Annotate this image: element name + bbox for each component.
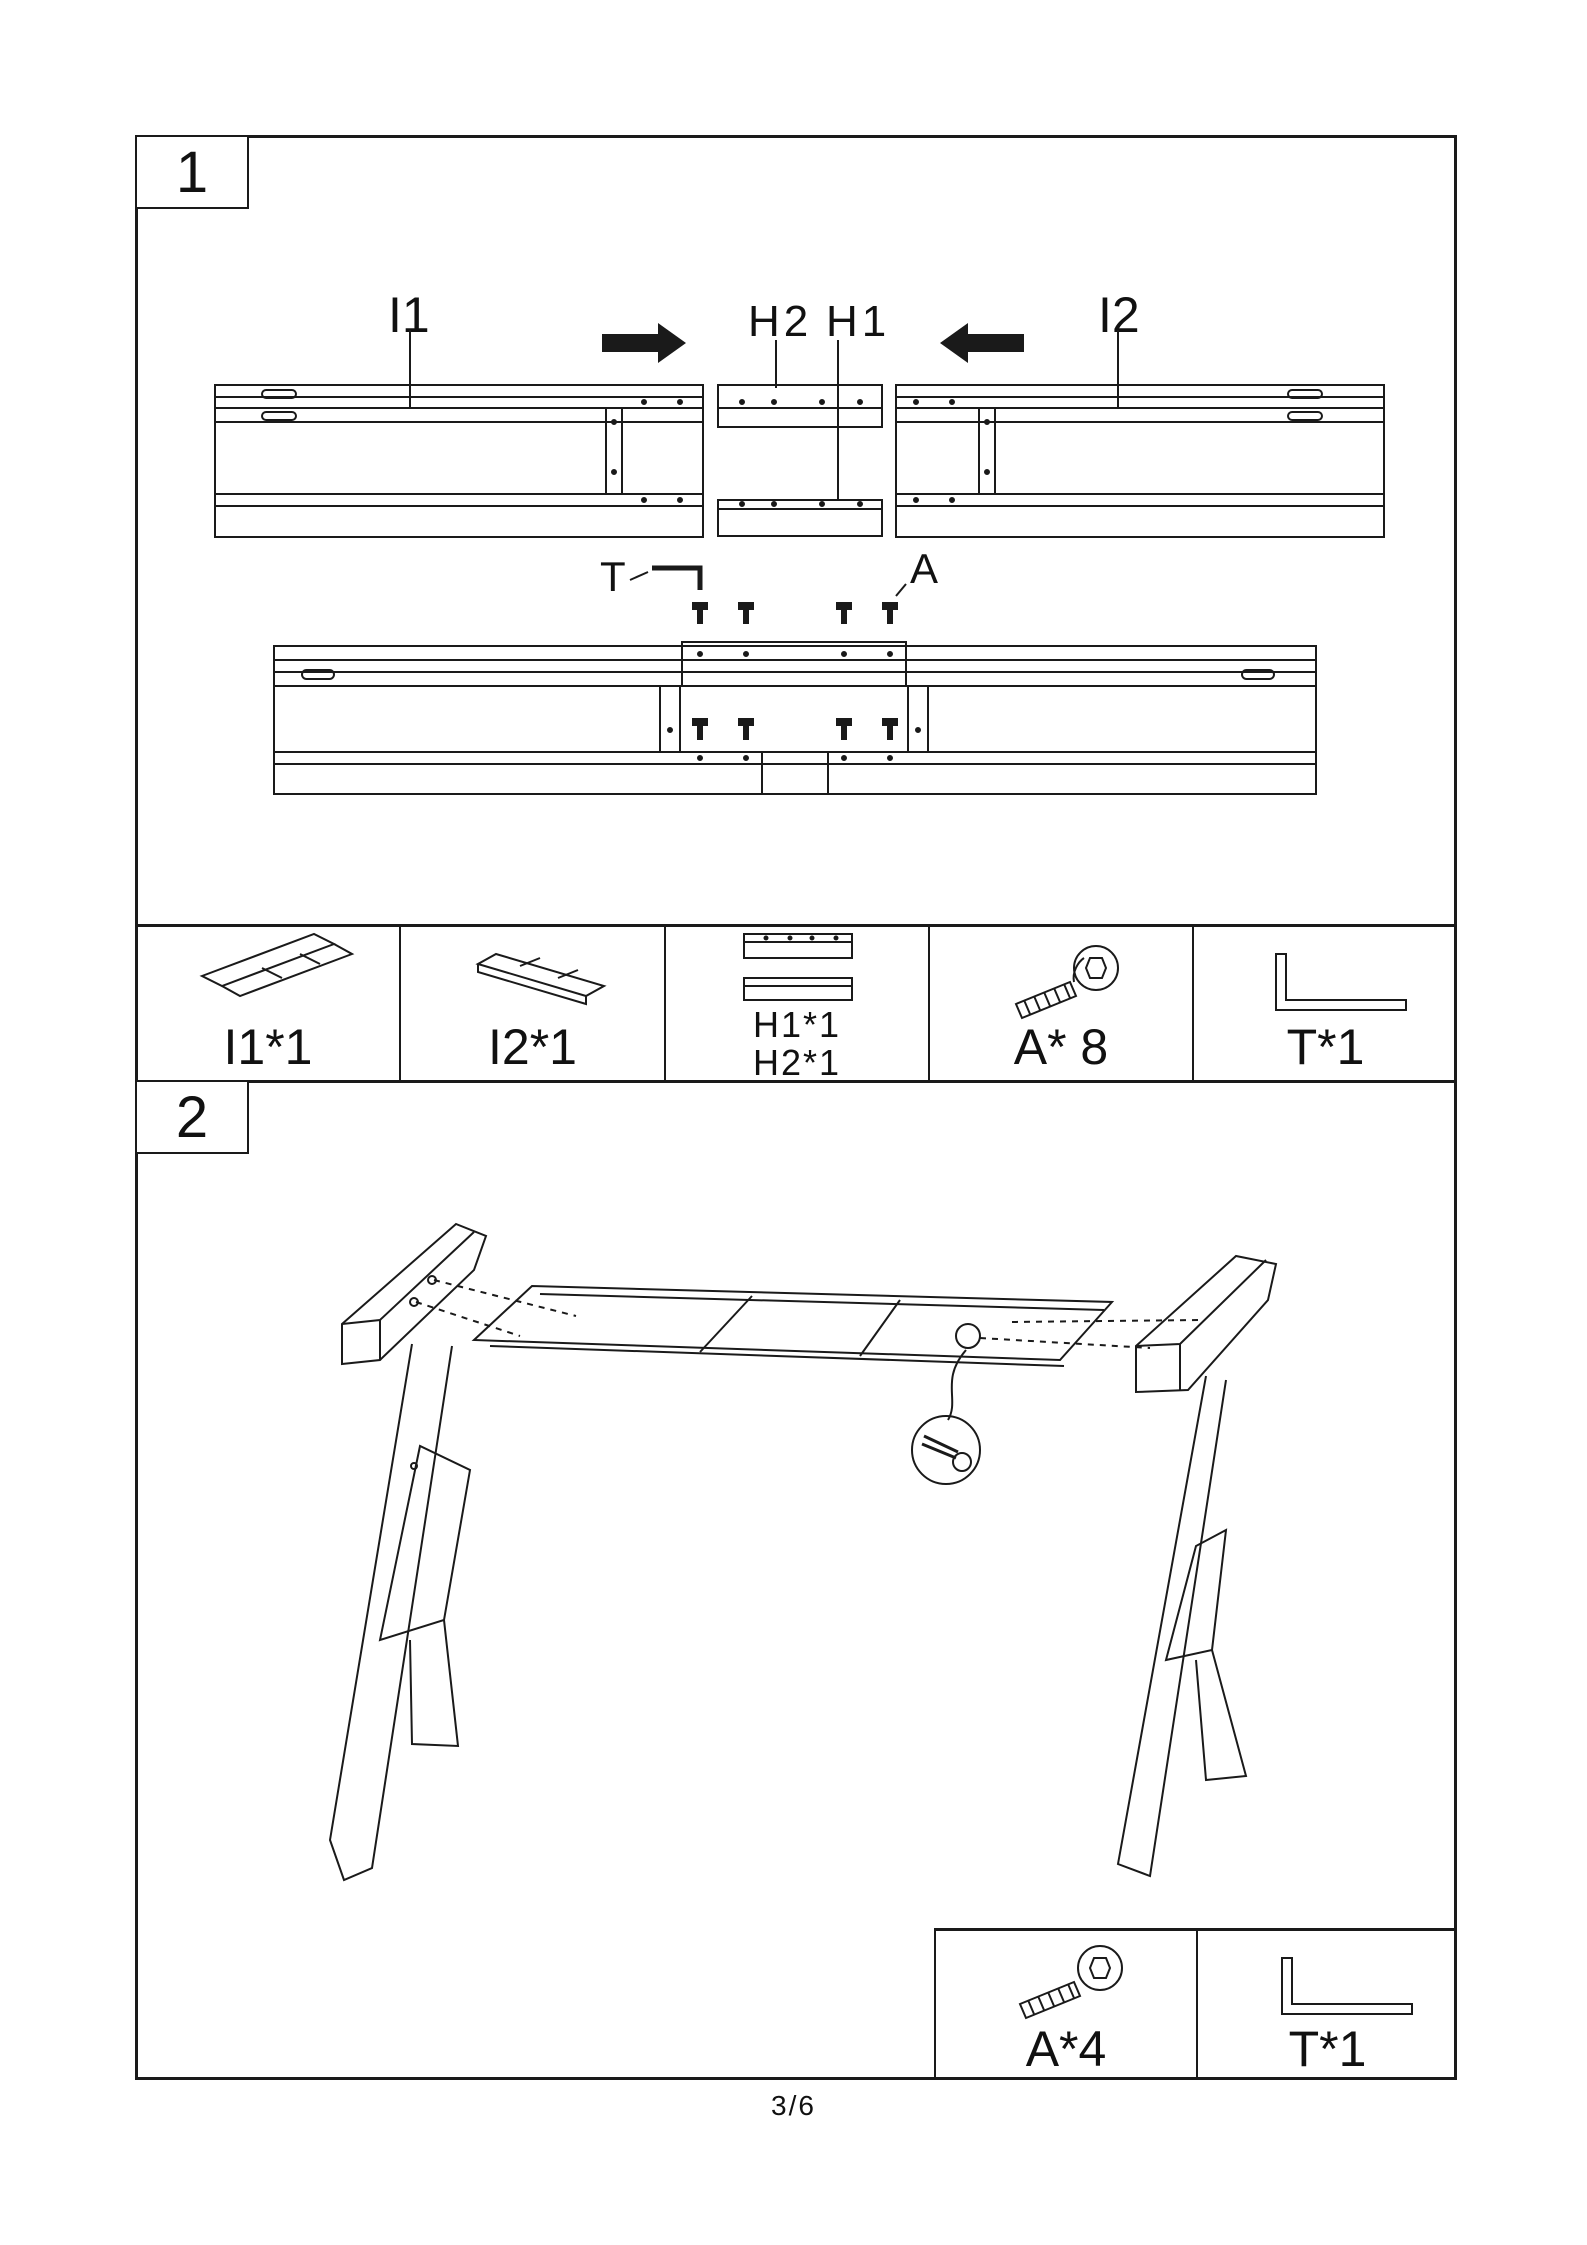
part-a-label: A* 8 bbox=[1013, 1019, 1109, 1075]
allen-key-icon bbox=[1282, 1958, 1412, 2014]
step2-part-a-label: A*4 bbox=[1025, 2021, 1107, 2077]
part-i1-label: I1*1 bbox=[223, 1019, 313, 1075]
label-i1: I1 bbox=[388, 287, 430, 343]
step2-part-t-label: T*1 bbox=[1288, 2021, 1367, 2077]
step-1-number: 1 bbox=[135, 135, 249, 209]
part-t-label: T*1 bbox=[1286, 1019, 1365, 1075]
label-a: A bbox=[910, 545, 939, 592]
page-number: 3/6 bbox=[771, 2090, 816, 2121]
label-h2: H2 bbox=[748, 297, 813, 346]
label-h1: H1 bbox=[826, 297, 891, 346]
part-i2-label: I2*1 bbox=[488, 1019, 577, 1075]
part-h2-label: H2*1 bbox=[752, 1042, 842, 1083]
label-i2: I2 bbox=[1098, 287, 1140, 343]
part-h1-label: H1*1 bbox=[752, 1004, 842, 1045]
screw-icon bbox=[1020, 1946, 1122, 2018]
label-t: T bbox=[600, 553, 626, 600]
step-2-number: 2 bbox=[135, 1080, 249, 1154]
